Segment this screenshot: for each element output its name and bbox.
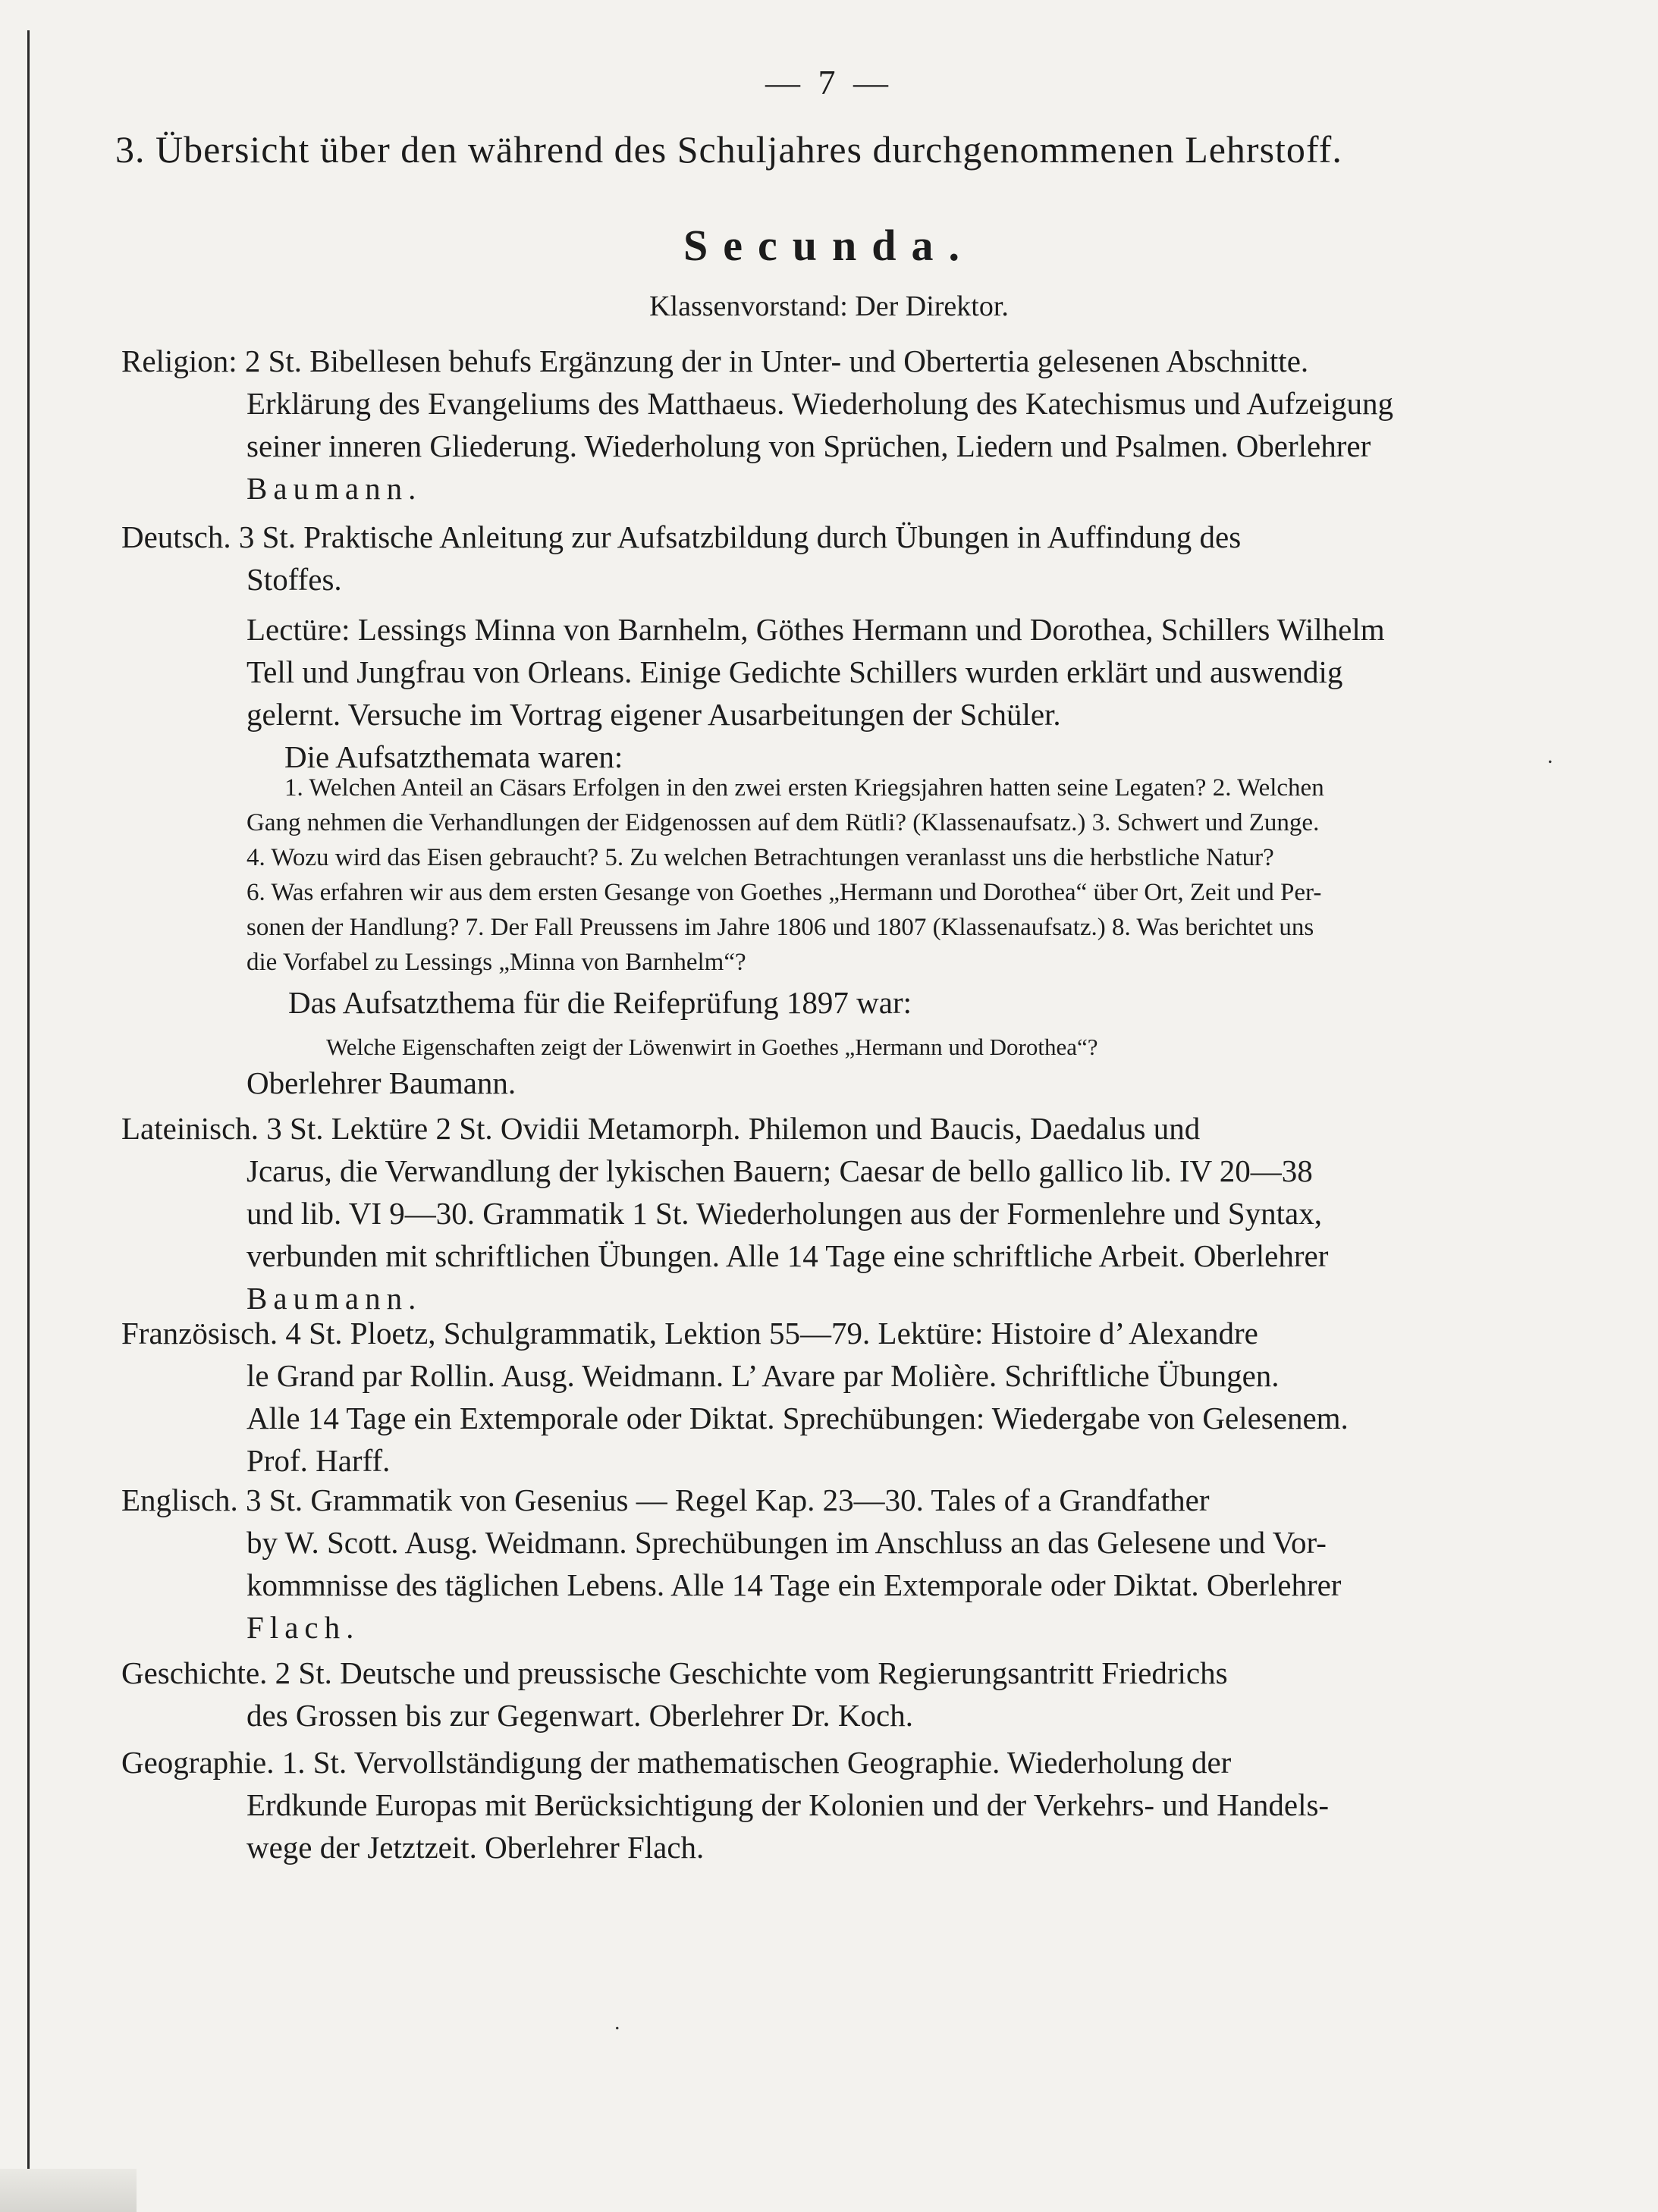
deutsch-paragraph bbox=[121, 516, 1616, 778]
theme-line: 6. Was erfahren wir aus dem ersten Gesange von Goethes „Hermann und Dorothea“ über Ort, Zeit und Per- bbox=[247, 879, 1322, 906]
deutsch-line: Tell und Jungfrau von Orleans. Einige Gedichte Schillers wurden erklärt und auswendig bbox=[247, 654, 1343, 689]
religion-line: Erklärung des Evangeliums des Matthaeus. Wiederholung des Katechismus und Aufzeigung bbox=[247, 386, 1393, 421]
englisch-line: Flach. bbox=[247, 1610, 360, 1645]
englisch-line: kommnisse des täglichen Lebens. Alle 14 Tage ein Extemporale oder Diktat. Oberlehrer bbox=[247, 1567, 1342, 1602]
franzoesisch-paragraph bbox=[121, 1312, 1616, 1482]
scan-edge-line bbox=[27, 30, 30, 2212]
ink-speck: . bbox=[1547, 743, 1553, 768]
theme-line: sonen der Handlung? 7. Der Fall Preussens im Jahre 1806 und 1807 (Klassenaufsatz.) 8. Was berichtet uns bbox=[247, 914, 1314, 941]
deutsch-line: Deutsch. 3 St. Praktische Anleitung zur Aufsatzbildung durch Übungen in Auffindung des bbox=[121, 519, 1242, 554]
ink-speck: . bbox=[614, 2010, 620, 2035]
class-title: Secunda. bbox=[683, 221, 975, 270]
religion-line: seiner inneren Gliederung. Wiederholung von Sprüchen, Liedern und Psalmen. Oberlehrer bbox=[247, 428, 1371, 463]
englisch-line: Englisch. 3 St. Grammatik von Gesenius — Regel Kap. 23—30. Tales of a Grandfather bbox=[121, 1483, 1210, 1517]
reifepruefung-theme: Welche Eigenschaften zeigt der Löwenwirt in Goethes „Hermann und Dorothea“? bbox=[326, 1034, 1098, 1060]
geographie-line: Erdkunde Europas mit Berücksichtigung der Kolonien und der Verkehrs- und Handels- bbox=[247, 1787, 1330, 1822]
class-teacher: Klassenvorstand: Der Direktor. bbox=[649, 290, 1009, 322]
lateinisch-line: Baumann. bbox=[247, 1281, 422, 1316]
scan-edge-shadow bbox=[0, 2169, 137, 2212]
theme-line: 1. Welchen Anteil an Cäsars Erfolgen in den zwei ersten Kriegsjahren hatten seine Legaten? 2. Welchen bbox=[284, 774, 1324, 802]
franzoesisch-line: Prof. Harff. bbox=[247, 1443, 391, 1478]
geschichte-line: des Grossen bis zur Gegenwart. Oberlehrer Dr. Koch. bbox=[247, 1698, 913, 1733]
deutsch-line: Stoffes. bbox=[247, 562, 342, 597]
geographie-line: wege der Jetztzeit. Oberlehrer Flach. bbox=[247, 1830, 705, 1865]
theme-line: Gang nehmen die Verhandlungen der Eidgenossen auf dem Rütli? (Klassenaufsatz.) 3. Schwert und Zunge. bbox=[247, 809, 1320, 836]
geschichte-paragraph bbox=[121, 1652, 1616, 1737]
englisch-paragraph bbox=[121, 1479, 1616, 1649]
geographie-paragraph bbox=[121, 1741, 1616, 1868]
lateinisch-line: Lateinisch. 3 St. Lektüre 2 St. Ovidii Metamorph. Philemon und Baucis, Daedalus und bbox=[121, 1111, 1201, 1146]
lateinisch-line: verbunden mit schriftlichen Übungen. Alle 14 Tage eine schriftliche Arbeit. Oberlehrer bbox=[247, 1238, 1329, 1273]
reifepruefung-intro: Das Aufsatzthema für die Reifeprüfung 1897 war: bbox=[288, 985, 912, 1020]
deutsch-teacher: Oberlehrer Baumann. bbox=[247, 1065, 517, 1100]
deutsch-line: gelernt. Versuche im Vortrag eigener Ausarbeitungen der Schüler. bbox=[247, 697, 1061, 732]
religion-line: Religion: 2 St. Bibellesen behufs Ergänzung der in Unter- und Obertertia gelesenen Abschnitte. bbox=[121, 344, 1309, 378]
geschichte-line: Geschichte. 2 St. Deutsche und preussische Geschichte vom Regierungsantritt Friedrichs bbox=[121, 1655, 1228, 1690]
page-number: — 7 — bbox=[765, 63, 893, 102]
essay-themes bbox=[247, 770, 1619, 980]
geographie-line: Geographie. 1. St. Vervollständigung der mathematischen Geographie. Wiederholung der bbox=[121, 1745, 1232, 1780]
franzoesisch-line: Alle 14 Tage ein Extemporale oder Diktat. Sprechübungen: Wiedergabe von Gelesenem. bbox=[247, 1401, 1349, 1435]
englisch-line: by W. Scott. Ausg. Weidmann. Sprechübungen im Anschluss an das Gelesene und Vor- bbox=[247, 1525, 1327, 1560]
franzoesisch-line: Französisch. 4 St. Ploetz, Schulgrammatik, Lektion 55—79. Lektüre: Histoire d’ Alexandre bbox=[121, 1316, 1258, 1351]
franzoesisch-line: le Grand par Rollin. Ausg. Weidmann. L’ Avare par Molière. Schriftliche Übungen. bbox=[247, 1358, 1280, 1393]
lateinisch-line: Jcarus, die Verwandlung der lykischen Bauern; Caesar de bello gallico lib. IV 20—38 bbox=[247, 1153, 1313, 1188]
deutsch-line: Lectüre: Lessings Minna von Barnhelm, Göthes Hermann und Dorothea, Schillers Wilhelm bbox=[247, 612, 1385, 647]
deutsch-line: Die Aufsatzthemata waren: bbox=[284, 739, 623, 774]
religion-paragraph bbox=[121, 340, 1616, 510]
lateinisch-paragraph bbox=[121, 1107, 1616, 1319]
lateinisch-line: und lib. VI 9—30. Grammatik 1 St. Wiederholungen aus der Formenlehre und Syntax, bbox=[247, 1196, 1322, 1231]
theme-line: 4. Wozu wird das Eisen gebraucht? 5. Zu welchen Betrachtungen veranlasst uns die herbstliche Natur? bbox=[247, 844, 1274, 871]
section-heading: 3. Übersicht über den während des Schuljahres durchgenommenen Lehrstoff. bbox=[115, 128, 1342, 171]
religion-line: Baumann. bbox=[247, 471, 422, 506]
theme-line: die Vorfabel zu Lessings „Minna von Barnhelm“? bbox=[247, 949, 746, 976]
